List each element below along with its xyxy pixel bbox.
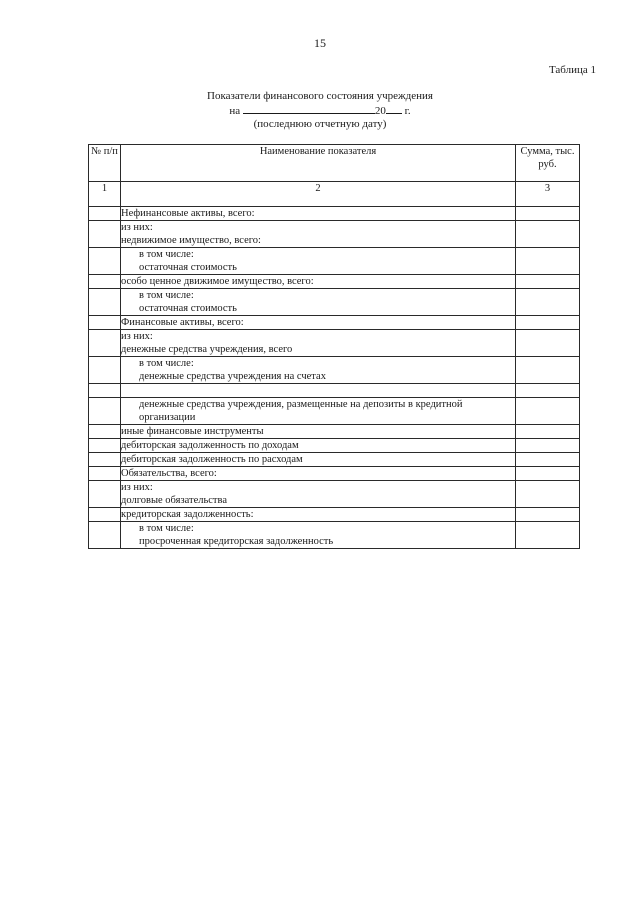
row-number-cell [89, 439, 121, 453]
indicator-name-line: особо ценное движимое имущество, всего: [121, 276, 314, 287]
row-number-cell [89, 467, 121, 481]
indicator-name-cell [121, 384, 516, 398]
table-row [89, 453, 580, 467]
year-blank [386, 103, 402, 114]
indicator-name-line: из них: [121, 331, 153, 342]
column-number-2: 2 [121, 182, 516, 207]
row-number-cell [89, 398, 121, 425]
indicator-name-line: дебиторская задолженность по расходам [121, 454, 303, 465]
table-row [89, 357, 580, 384]
sum-cell [516, 481, 580, 508]
row-number-cell [89, 508, 121, 522]
indicator-name-line: в том числе: [139, 290, 194, 301]
sum-cell [516, 221, 580, 248]
sum-cell [516, 330, 580, 357]
sum-cell [516, 398, 580, 425]
page-number: 15 [314, 36, 326, 50]
table-row [89, 221, 580, 248]
sum-cell [516, 357, 580, 384]
indicator-name-line: остаточная стоимость [139, 262, 237, 273]
sum-cell [516, 467, 580, 481]
table-row [89, 384, 580, 398]
indicator-name-line: остаточная стоимость [139, 303, 237, 314]
indicator-name-cell [121, 275, 516, 289]
row-number-cell [89, 330, 121, 357]
table-row [89, 481, 580, 508]
row-number-cell [89, 248, 121, 275]
column-number-row [89, 182, 580, 207]
indicator-name-line: просроченная кредиторская задолженность [139, 536, 334, 547]
heading-date-line [0, 103, 640, 118]
indicator-name-cell [121, 221, 516, 248]
indicator-name-cell [121, 289, 516, 316]
heading-date-prefix: на [229, 105, 241, 117]
table-row [89, 207, 580, 221]
financial-indicators-table [88, 144, 580, 549]
table-header-row [89, 145, 580, 182]
indicator-name-cell [121, 330, 516, 357]
column-number-1: 1 [89, 182, 121, 207]
heading-year-prefix: 20 [374, 105, 386, 117]
row-number-cell [89, 289, 121, 316]
indicator-name-cell [121, 357, 516, 384]
table-body [89, 207, 580, 549]
sum-cell [516, 248, 580, 275]
indicator-name-line: в том числе: [139, 249, 194, 260]
sum-cell [516, 522, 580, 549]
indicator-name-line: денежные средства учреждения, размещенные на депозиты в кредитной организации [139, 399, 463, 423]
indicator-name-cell [121, 316, 516, 330]
sum-cell [516, 316, 580, 330]
sum-cell [516, 207, 580, 221]
table-row [89, 289, 580, 316]
indicator-name-cell [121, 467, 516, 481]
row-number-cell [89, 221, 121, 248]
table-row [89, 248, 580, 275]
table-row [89, 330, 580, 357]
indicator-name-cell [121, 398, 516, 425]
indicator-name-line: Финансовые активы, всего: [121, 317, 244, 328]
sum-cell [516, 508, 580, 522]
indicator-name-line: кредиторская задолженность: [121, 509, 254, 520]
document-heading [0, 90, 640, 131]
heading-title: Показатели финансового состояния учреждения [207, 90, 433, 102]
indicator-name-line: в том числе: [139, 358, 194, 369]
indicator-name-line: недвижимое имущество, всего: [121, 235, 261, 246]
indicator-name-cell [121, 508, 516, 522]
indicator-name-line: долговые обязательства [121, 495, 227, 506]
header-num: № п/п [89, 145, 121, 182]
row-number-cell [89, 425, 121, 439]
sum-cell [516, 425, 580, 439]
header-name: Наименование показателя [121, 145, 516, 182]
table-row [89, 275, 580, 289]
indicator-name-cell [121, 248, 516, 275]
sum-cell [516, 289, 580, 316]
indicator-name-cell [121, 207, 516, 221]
heading-note: (последнюю отчетную дату) [253, 118, 387, 130]
indicator-name-cell [121, 439, 516, 453]
indicator-name-cell [121, 481, 516, 508]
indicator-name-line: Обязательства, всего: [121, 468, 217, 479]
row-number-cell [89, 453, 121, 467]
heading-year-suffix: г. [404, 105, 411, 117]
row-number-cell [89, 384, 121, 398]
row-number-cell [89, 275, 121, 289]
table-label: Таблица 1 [548, 64, 596, 76]
row-number-cell [89, 316, 121, 330]
column-number-3: 3 [516, 182, 580, 207]
sum-cell [516, 453, 580, 467]
indicator-name-line: в том числе: [139, 523, 194, 534]
indicator-name-cell [121, 522, 516, 549]
indicator-name-line: иные финансовые инструменты [121, 426, 264, 437]
indicator-name-line: дебиторская задолженность по доходам [121, 440, 299, 451]
table-row [89, 316, 580, 330]
table-row [89, 439, 580, 453]
indicator-name-line: из них: [121, 482, 153, 493]
indicator-name-line: денежные средства учреждения, всего [121, 344, 293, 355]
indicator-name-cell [121, 425, 516, 439]
indicator-name-line: денежные средства учреждения на счетах [139, 371, 326, 382]
row-number-cell [89, 207, 121, 221]
sum-cell [516, 275, 580, 289]
table-row [89, 398, 580, 425]
sum-cell [516, 439, 580, 453]
row-number-cell [89, 522, 121, 549]
header-sum: Сумма, тыс. руб. [516, 145, 580, 182]
indicator-name-line: из них: [121, 222, 153, 233]
sum-cell [516, 384, 580, 398]
row-number-cell [89, 357, 121, 384]
row-number-cell [89, 481, 121, 508]
table-row [89, 508, 580, 522]
table-row [89, 467, 580, 481]
table-row [89, 425, 580, 439]
table-row [89, 522, 580, 549]
date-blank [243, 103, 375, 114]
indicator-name-line: Нефинансовые активы, всего: [121, 208, 255, 219]
indicator-name-cell [121, 453, 516, 467]
